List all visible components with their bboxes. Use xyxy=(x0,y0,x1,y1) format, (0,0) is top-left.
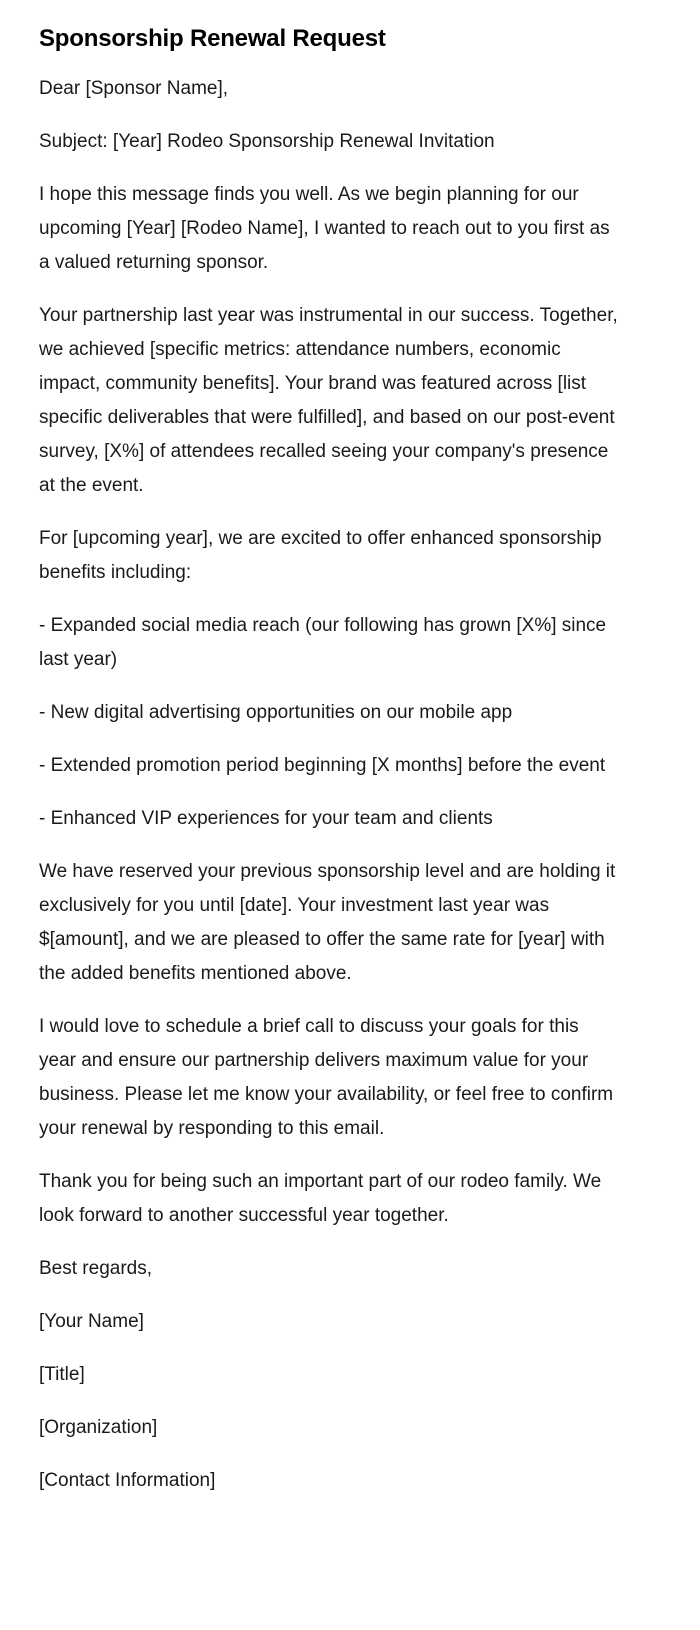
benefit-item: - Extended promotion period beginning [X months] before the event xyxy=(39,755,606,776)
benefit-item: - Expanded social media reach (our following has grown [X%] since last year) xyxy=(39,615,607,670)
call-request-paragraph: I would love to schedule a brief call to discuss your goals for this year and ensure our partnership delivers maximum value for your business. Please let me know your availability, or feel free to confirm your renewal by responding to this email. xyxy=(39,1016,614,1139)
benefit-item: - New digital advertising opportunities on our mobile app xyxy=(39,702,513,723)
document-title: Sponsorship Renewal Request xyxy=(39,25,386,52)
partnership-paragraph: Your partnership last year was instrumental in our success. Together, we achieved [specific metrics: attendance numbers, economic impact, community benefits]. Your brand was featured across [list specific deliverables that were fulfilled], and based on our post-event survey, [X%] of attendees recalled seeing your company's presence at the event. xyxy=(39,305,618,496)
signature-name: [Your Name] xyxy=(39,1311,144,1332)
reservation-paragraph: We have reserved your previous sponsorship level and are holding it exclusively for you until [date]. Your investment last year was $[amount], and we are pleased to offer the same rate for [year] with the added benefits mentioned above. xyxy=(39,861,616,984)
signature-organization: [Organization] xyxy=(39,1417,158,1438)
benefit-item: - Enhanced VIP experiences for your team and clients xyxy=(39,808,493,829)
signature-title: [Title] xyxy=(39,1364,85,1385)
benefits-intro-paragraph: For [upcoming year], we are excited to offer enhanced sponsorship benefits including: xyxy=(39,528,602,583)
document-body xyxy=(39,72,620,1498)
closing: Best regards, xyxy=(39,1258,152,1279)
signature-contact: [Contact Information] xyxy=(39,1470,216,1491)
subject-line: Subject: [Year] Rodeo Sponsorship Renewal Invitation xyxy=(39,131,495,152)
thank-you-paragraph: Thank you for being such an important part of our rodeo family. We look forward to another successful year together. xyxy=(39,1171,602,1226)
salutation: Dear [Sponsor Name], xyxy=(39,78,229,99)
intro-paragraph: I hope this message finds you well. As we begin planning for our upcoming [Year] [Rodeo Name], I wanted to reach out to you first as a valued returning sponsor. xyxy=(39,184,610,273)
